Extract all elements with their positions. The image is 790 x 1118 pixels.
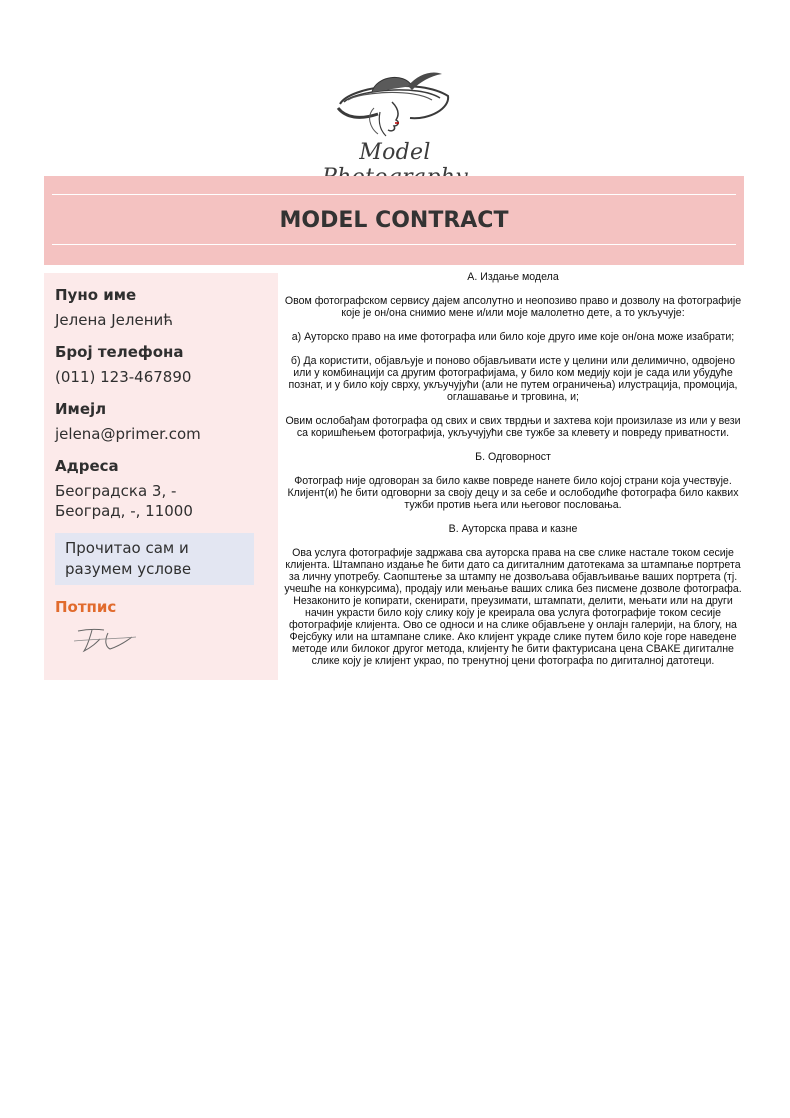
email-value: jelena@primer.com: [55, 425, 201, 443]
section-a-item-b: б) Да користити, објављује и поново објављивати исте у целини или делимично, одвојено или у комбинацији са другим фотографијама, у било ком медију који је сада или убудуће познат, и у било коју сврху, укључујући (али не путем ограничења) илустрација, промоција, оглашавање и трговина, и;: [288, 355, 738, 403]
address-label: Адреса: [55, 457, 119, 475]
section-a-release: Овим ослобађам фотографа од свих и свих тврдњи и захтева који произилазе из или у вези са коришћењем фотографија, укључујући све тужбе за клевету и повреду приватности.: [285, 415, 741, 439]
page-title: MODEL CONTRACT: [279, 208, 509, 233]
sidebar: [44, 273, 278, 680]
header-top-divider: [52, 194, 736, 195]
signature-image: [74, 625, 138, 655]
woman-hat-logo-icon: [300, 68, 490, 140]
contract-text: [283, 271, 743, 679]
section-c-body: Ова услуга фотографије задржава сва ауторска права на све слике настале током сесије клијента. Штампано издање ће бити дато са дигиталним датотекама за штампање портрета за личну употребу. Саопштење за штампу не дозвољава објављивање ваших портрета (тј. учешће на конкурсима), продају или мењање ваших слика без писмене дозволе фотографа. Незаконито је копирати, скенирати, преузимати, штампати, делити, мењати или на други начин украсти било коју слику коју је креирала ова услуга фотографије током сесије фотографије клијента. Ово се односи и на слике објављене у онлајн галерији, на блогу, на Фејсбуку или на штампане слике. Ако клијент украде слике путем било које горе наведене методе или билоког другог метода, клијенту ће бити фактурисана цена СВАКЕ дигиталне слике коју је клијент украо, по тренутној цени фотографа по дигиталној датотеци.: [284, 547, 742, 667]
signature-label: Потпис: [55, 598, 117, 616]
full-name-label: Пуно име: [55, 286, 137, 304]
header-band: [44, 176, 744, 265]
header-bottom-divider: [52, 244, 736, 245]
section-b-heading: Б. Одговорност: [475, 451, 551, 463]
section-c-heading: В. Ауторска права и казне: [448, 523, 578, 535]
logo-text: Model: [359, 140, 431, 165]
address-line-2: Београд, -, 11000: [55, 502, 193, 520]
address-value: [55, 481, 270, 521]
phone-label: Број телефона: [55, 343, 184, 361]
acknowledgement-box: Прочитао сам и разумем услове: [55, 533, 254, 585]
logo: [300, 68, 490, 176]
email-label: Имејл: [55, 400, 107, 418]
section-b-body: Фотограф није одговоран за било какве повреде нанете било којој страни која учествује. Клијент(и) ће бити одговорни за своју децу и за себе и ослободиће фотографа било каквих тужби против њега или његовог пословања.: [287, 475, 739, 511]
full-name-value: Јелена Јеленић: [55, 311, 174, 329]
section-a-intro: Овом фотографском сервису дајем апсолутно и неопозиво право и дозволу на фотографије које је он/она снимио мене и/или моје малолетно дете, а то укључује:: [284, 295, 742, 319]
section-a-item-a: а) Ауторско право на име фотографа или било које друго име које он/она може изабрати;: [291, 331, 735, 343]
section-a-heading: А. Издање модела: [467, 271, 559, 283]
address-line-1: Београдска 3, -: [55, 482, 177, 500]
phone-value: (011) 123-467890: [55, 368, 192, 386]
